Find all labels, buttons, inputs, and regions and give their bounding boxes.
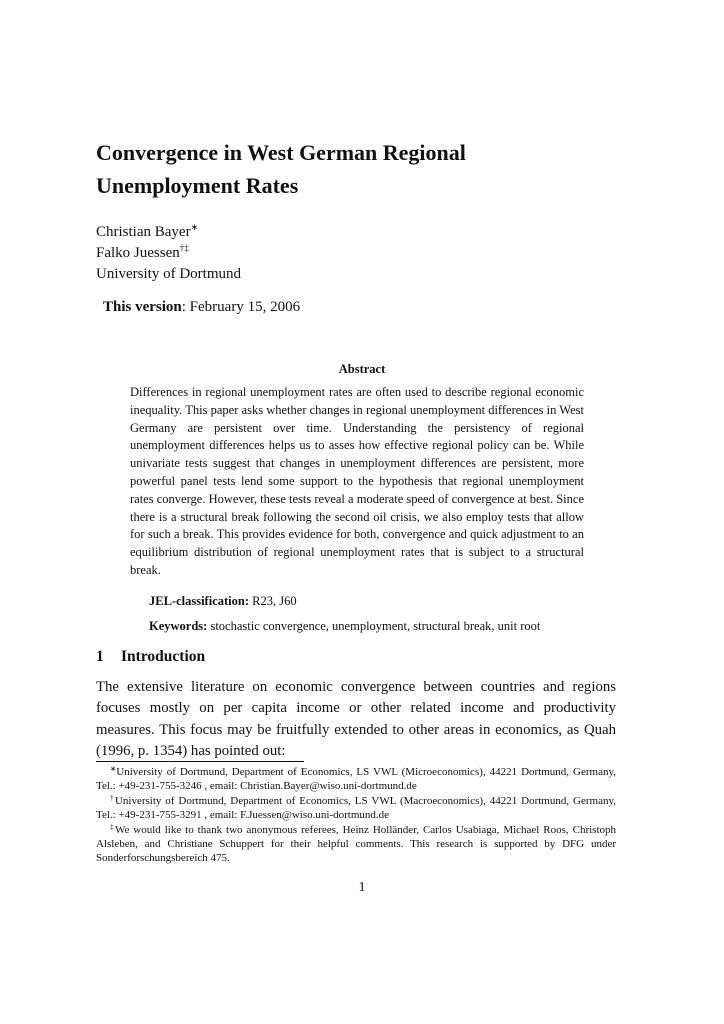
keywords-value: stochastic convergence, unemployment, structural break, unit root <box>207 619 541 633</box>
jel-label: JEL-classification: <box>149 594 249 608</box>
footnote-text: University of Dortmund, Department of Economics, LS VWL (Macroeconomics), 44221 Dortmund, Germany, Tel.: +49-231-755-3291 , email: F.Juessen@wiso.uni-dortmund.de <box>96 794 616 822</box>
page-number: 1 <box>358 880 366 895</box>
author-2 <box>96 243 241 264</box>
footnote-divider <box>96 761 304 762</box>
footnotes <box>96 765 616 866</box>
author-1 <box>96 222 241 243</box>
section-title: Introduction <box>121 648 206 665</box>
author-name: Christian Bayer <box>96 224 191 240</box>
footnote-mark: † <box>110 792 115 802</box>
version-line <box>103 299 300 316</box>
footnote-2 <box>96 794 616 823</box>
section-heading <box>96 648 205 666</box>
section-number: 1 <box>96 648 104 665</box>
version-label: This version <box>103 299 182 315</box>
footnote-text: University of Dortmund, Department of Economics, LS VWL (Microeconomics), 44221 Dortmund, Germany, Tel.: +49-231-755-3246 , email: Christian.Bayer@wiso.uni-dortmund.de <box>96 766 616 793</box>
footnote-mark[interactable]: †‡ <box>179 243 189 253</box>
title-line-1: Convergence in West German Regional <box>96 140 466 165</box>
jel-value: R23, J60 <box>249 594 297 608</box>
footnote-1 <box>96 765 616 794</box>
footnote-3 <box>96 823 616 866</box>
footnote-mark: ∗ <box>110 764 117 773</box>
affiliation: University of Dortmund <box>96 266 241 282</box>
author-block <box>96 222 241 285</box>
paper-title <box>96 136 636 202</box>
jel-classification <box>149 594 297 609</box>
abstract-heading: Abstract <box>338 362 386 376</box>
title-line-2: Unemployment Rates <box>96 173 299 198</box>
author-name: Falko Juessen <box>96 245 180 261</box>
footnote-mark: ‡ <box>110 821 115 831</box>
footnote-text: We would like to thank two anonymous referees, Heinz Holländer, Carlos Usabiaga, Michael Roos, Christoph Alsleben, and Christiane Schuppert for their helpful comments. This research is supported by DFG under Sonderforschungsbereich 475. <box>96 823 617 865</box>
footnote-mark[interactable]: ∗ <box>190 222 199 232</box>
keywords-label: Keywords: <box>149 619 208 633</box>
intro-paragraph: The extensive literature on economic convergence between countries and regions focuses mostly on per capita income or other related income and productivity measures. This focus may be fruitfully extended to other areas in economics, as Quah (1996, p. 1354) has pointed out: <box>96 679 616 760</box>
abstract-text: Differences in regional unemployment rates are often used to describe regional economic inequality. This paper asks whether changes in regional unemployment differences in West Germany are persistent over time. Understanding the persistency of regional unemployment differences helps us to asses how effective regional policy can be. While univariate tests suggest that changes in unemployment differences are persistent, more powerful panel tests lend some support to the hypothesis that regional unemployment rates converge. However, these tests reveal a moderate speed of convergence at best. Since there is a structural break following the second oil crisis, we also employ tests that allow for such a break. This provides evidence for both, convergence and quick adjustment to an equilibrium distribution of regional unemployment rates that is subject to a structural break. <box>130 385 584 577</box>
version-date: : February 15, 2006 <box>181 299 301 315</box>
keywords <box>149 619 540 634</box>
